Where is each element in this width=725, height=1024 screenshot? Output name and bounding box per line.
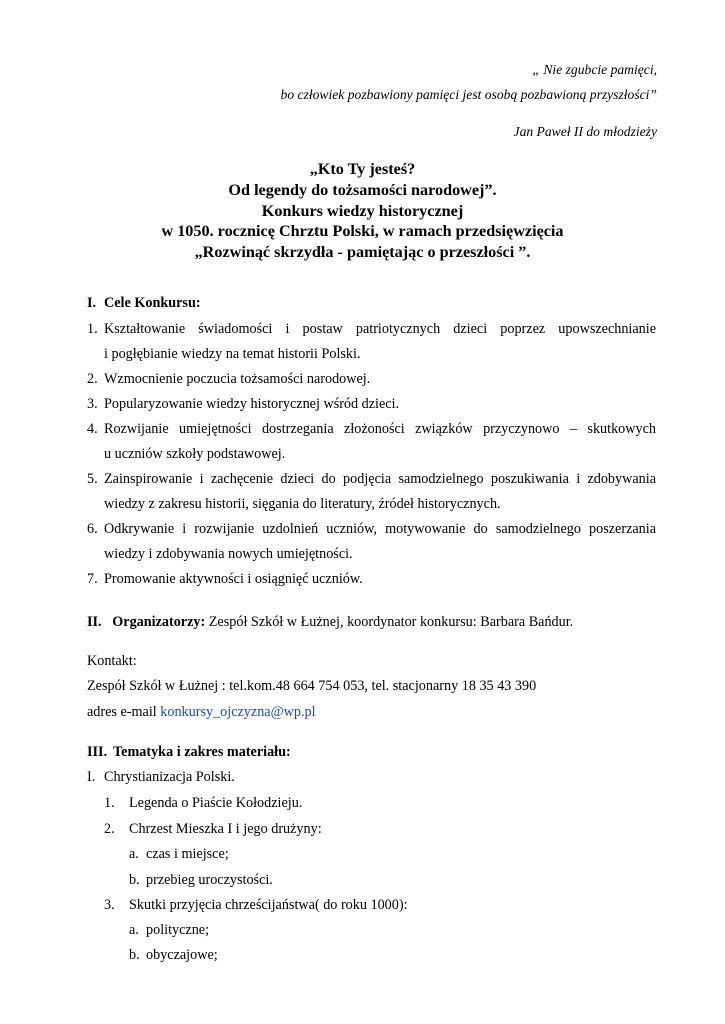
title-line-4: w 1050. rocznicę Chrztu Polski, w ramach przedsięwzięcia [161, 222, 564, 240]
motto-author: Jan Paweł II do młodzieży [513, 124, 657, 139]
topic-subitem-3b-number: b. [129, 947, 140, 963]
topic-subitem-2a-number: a. [129, 846, 139, 862]
goal-7-line-1: Promowanie aktywności i osiągnięć uczniów. [104, 571, 363, 587]
goal-3-line-1: Popularyzowanie wiedzy historycznej wśród dzieci. [104, 396, 400, 412]
goal-6-line-2: wiedzy i zdobywania nowych umiejętności. [104, 546, 353, 562]
topic-subitem-2b-number: b. [129, 872, 140, 888]
goal-4-line-2: u uczniów szkoły podstawowej. [104, 446, 286, 462]
goal-5-number: 5. [87, 471, 98, 487]
topic-subitem-3a-number: a. [129, 922, 139, 938]
topic-item-2-text: Chrzest Mieszka I i jego drużyny: [129, 821, 322, 837]
section3-heading: Tematyka i zakres materiału: [113, 744, 291, 760]
section1-number: I. [87, 295, 97, 311]
topic-subitem-2a-text: czas i miejsce; [146, 846, 229, 862]
topic-item-1-number: 1. [104, 795, 115, 811]
goal-2-line-1: Wzmocnienie poczucia tożsamości narodowej. [104, 371, 371, 387]
topic-item-3-number: 3. [104, 897, 115, 913]
contact-email-line [87, 704, 316, 721]
topic-item-2-number: 2. [104, 821, 115, 837]
topic-subitem-3a-text: polityczne; [146, 922, 210, 938]
goal-7-number: 7. [87, 571, 98, 587]
title-line-1: „Kto Ty jesteś? [309, 160, 416, 178]
topic-item-3-text: Skutki przyjęcia chrześcijaństwa( do roku 1000): [129, 897, 408, 913]
title-line-2: Od legendy do tożsamości narodowej”. [228, 181, 497, 199]
section2-heading: Organizatorzy: [112, 614, 206, 630]
contact-email-prefix: adres e-mail [87, 704, 161, 720]
motto-line-2: bo człowiek pozbawiony pamięci jest osobą pozbawioną przyszłości” [280, 87, 657, 102]
goal-1-line-2: i pogłębianie wiedzy na temat historii Polski. [104, 346, 361, 362]
section2-text: Zespół Szkół w Łużnej, koordynator konkursu: Barbara Bańdur. [205, 614, 574, 630]
goal-4-line-1: Rozwijanie umiejętności dostrzegania złożoności związków przyczynowo – skutkowych [104, 421, 656, 437]
contact-label: Kontakt: [87, 653, 137, 669]
goal-6-number: 6. [87, 521, 98, 537]
section2-number: II. [87, 614, 102, 630]
goal-4-number: 4. [87, 421, 98, 437]
title-line-3: Konkurs wiedzy historycznej [261, 202, 464, 220]
motto-line-1: „ Nie zgubcie pamięci, [532, 62, 657, 77]
topic-subitem-3b-text: obyczajowe; [146, 947, 218, 963]
topic-item-1-text: Legenda o Piaście Kołodzieju. [129, 795, 303, 811]
goal-1-line-1: Kształtowanie świadomości i postaw patriotycznych dzieci poprzez upowszechnianie [104, 321, 656, 337]
goal-3-number: 3. [87, 396, 98, 412]
section1-heading: Cele Konkursu: [104, 295, 201, 311]
goal-1-number: 1. [87, 321, 98, 337]
goal-6-line-1: Odkrywanie i rozwijanie uzdolnień uczniów, motywowanie do samodzielnego poszerzania [104, 521, 656, 537]
section2-paragraph [87, 614, 573, 631]
section3-number: III. [87, 744, 108, 760]
goal-2-number: 2. [87, 371, 98, 387]
topic-subitem-2b-text: przebieg uroczystości. [146, 872, 273, 888]
title-line-5: „Rozwinąć skrzydła - pamiętając o przeszłości ”. [194, 243, 531, 261]
topic-1-label: Chrystianizacja Polski. [104, 769, 235, 785]
topic-1-number: I. [87, 769, 96, 785]
contact-email-link[interactable]: konkursy_ojczyzna@wp.pl [160, 704, 316, 720]
goal-5-line-2: wiedzy z zakresu historii, sięgania do literatury, źródeł historycznych. [104, 496, 501, 512]
contact-phone-line: Zespół Szkół w Łużnej : tel.kom.48 664 754 053, tel. stacjonarny 18 35 43 390 [87, 678, 537, 694]
goal-5-line-1: Zainspirowanie i zachęcenie dzieci do podjęcia samodzielnego poszukiwania i zdobywania [104, 471, 656, 487]
